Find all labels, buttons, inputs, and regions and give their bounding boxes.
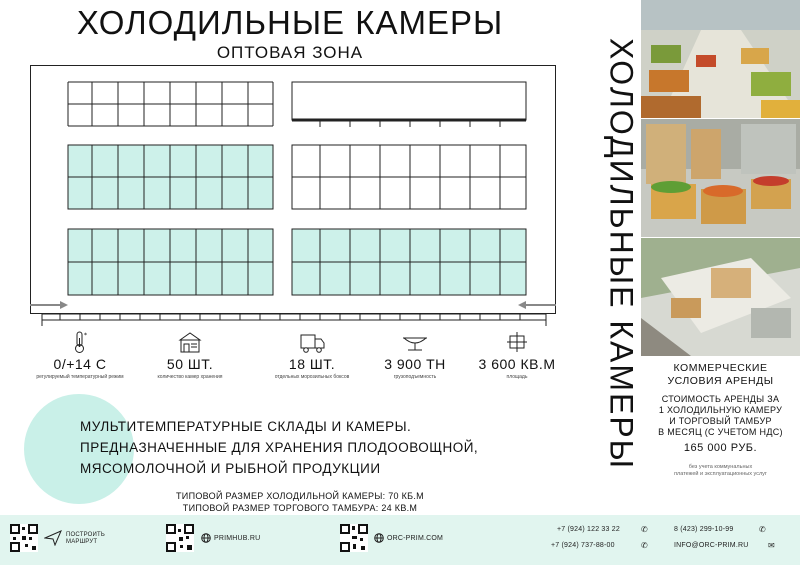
chamber-size: ТИПОВОЙ РАЗМЕР ХОЛОДИЛЬНОЙ КАМЕРЫ: 70 КБ.М [176, 491, 424, 501]
stat-value: 3 600 КВ.М [478, 356, 556, 372]
building-icon [177, 330, 203, 354]
block-row3-left [68, 229, 273, 295]
stat-caption: регулируемый температурный режим [36, 374, 124, 380]
phone-icon: ✆ [759, 525, 766, 534]
email-link[interactable]: INFO@ORC-PRIM.RU [674, 542, 749, 549]
messenger-icon: ✆ [641, 541, 648, 550]
terms-heading: КОММЕРЧЕСКИЕ [673, 362, 768, 374]
terms-body-line: 1 ХОЛОДИЛЬНУЮ КАМЕРУ [658, 405, 783, 415]
block-row2-left [68, 145, 273, 209]
typical-sizes [130, 490, 470, 514]
site1-link[interactable]: PRIMHUB.RU [214, 535, 261, 542]
stat-value: 18 ШТ. [288, 356, 336, 372]
stat-value: 0/+14 С [53, 356, 107, 372]
block-row3-right [292, 229, 526, 295]
description-line: МУЛЬТИТЕМПЕРАТУРНЫЕ СКЛАДЫ И КАМЕРЫ. [80, 419, 412, 434]
page-subtitle: ОПТОВАЯ ЗОНА [216, 43, 364, 62]
route-qr-code[interactable] [10, 524, 38, 552]
scale-icon [400, 330, 430, 354]
phone3[interactable]: 8 (423) 299-10-99 [674, 526, 734, 533]
fine-line: платежей и эксплуатационных услуг [674, 471, 767, 477]
vertical-title [596, 38, 646, 478]
area-icon [504, 330, 530, 354]
phone1[interactable]: +7 (924) 122 33 22 [557, 526, 620, 533]
svg-text:*: * [84, 332, 87, 339]
route-label: ПОСТРОИТЬ [66, 532, 106, 538]
stat-caption: грузоподъемность [393, 374, 437, 380]
cold-storage-photo [641, 119, 800, 237]
stat-freezer-boxes [257, 330, 367, 380]
stat-caption: отдельных морозильных боксов [274, 374, 350, 380]
terms-heading: УСЛОВИЯ АРЕНДЫ [667, 375, 774, 387]
route-label: МАРШРУТ [66, 539, 98, 545]
stat-caption: площадь [506, 374, 528, 380]
description [80, 416, 550, 479]
stat-area [462, 330, 572, 380]
floor-plan-drawing [30, 65, 556, 327]
site2-qr-code[interactable] [340, 524, 368, 552]
description-line: МЯСОМОЛОЧНОЙ И РЫБНОЙ ПРОДУКЦИИ [80, 461, 381, 476]
mail-icon: ✉ [768, 541, 775, 550]
qr-code-icon [166, 524, 194, 552]
route-link[interactable] [66, 532, 105, 546]
navigation-arrow-icon [44, 530, 62, 546]
qr-code-icon [10, 524, 38, 552]
stat-value: 3 900 ТН [384, 356, 446, 372]
stat-temperature [25, 330, 135, 380]
chamber-layout-image [641, 238, 800, 356]
floor-plan [30, 65, 556, 327]
description-line: ПРЕДНАЗНАЧЕННЫЕ ДЛЯ ХРАНЕНИЯ ПЛОДООВОЩНОЙ, [80, 440, 479, 455]
phone2[interactable]: +7 (924) 737-88-00 [551, 542, 615, 549]
terms-body [641, 394, 800, 438]
stat-chambers [135, 330, 245, 380]
loading-dock [42, 314, 546, 326]
thermometer-icon [69, 330, 91, 354]
terms-fine-print [641, 464, 800, 478]
entrance-arrow-left [30, 301, 68, 309]
terms-body-line: В МЕСЯЦ (С УЧЕТОМ НДС) [658, 427, 783, 437]
truck-icon [298, 330, 326, 354]
messenger-icon: ✆ [641, 525, 648, 534]
terms-body-line: СТОИМОСТЬ АРЕНДЫ ЗА [661, 394, 780, 404]
stat-capacity [360, 330, 470, 380]
page-title: ХОЛОДИЛЬНЫЕ КАМЕРЫ [76, 4, 504, 41]
market-hall-image [641, 0, 800, 118]
globe-icon [374, 533, 384, 543]
qr-code-icon [340, 524, 368, 552]
cold-storage-image [641, 119, 800, 237]
block-row1-right [292, 82, 526, 127]
site2-link[interactable]: ORC-PRIM.COM [387, 535, 444, 542]
rental-price: 165 000 РУБ. [683, 442, 758, 454]
globe-icon [201, 533, 211, 543]
market-hall-photo [641, 0, 800, 118]
rental-terms [641, 356, 800, 515]
fine-line: без учета коммунальных [688, 464, 753, 470]
chamber-layout-photo [641, 238, 800, 356]
terms-body-line: И ТОРГОВЫЙ ТАМБУР [669, 416, 772, 426]
footer [0, 515, 800, 565]
stat-caption: количество камер хранения [157, 374, 223, 380]
block-row2-right [292, 145, 526, 209]
site1-qr-code[interactable] [166, 524, 194, 552]
vestibule-size: ТИПОВОЙ РАЗМЕР ТОРГОВОГО ТАМБУРА: 24 КВ.М [182, 503, 418, 513]
entrance-arrow-right [518, 301, 556, 309]
block-row1-left [68, 82, 273, 126]
stat-value: 50 ШТ. [166, 356, 214, 372]
vertical-title-text: ХОЛОДИЛЬНЫЕ КАМЕРЫ [603, 38, 640, 470]
